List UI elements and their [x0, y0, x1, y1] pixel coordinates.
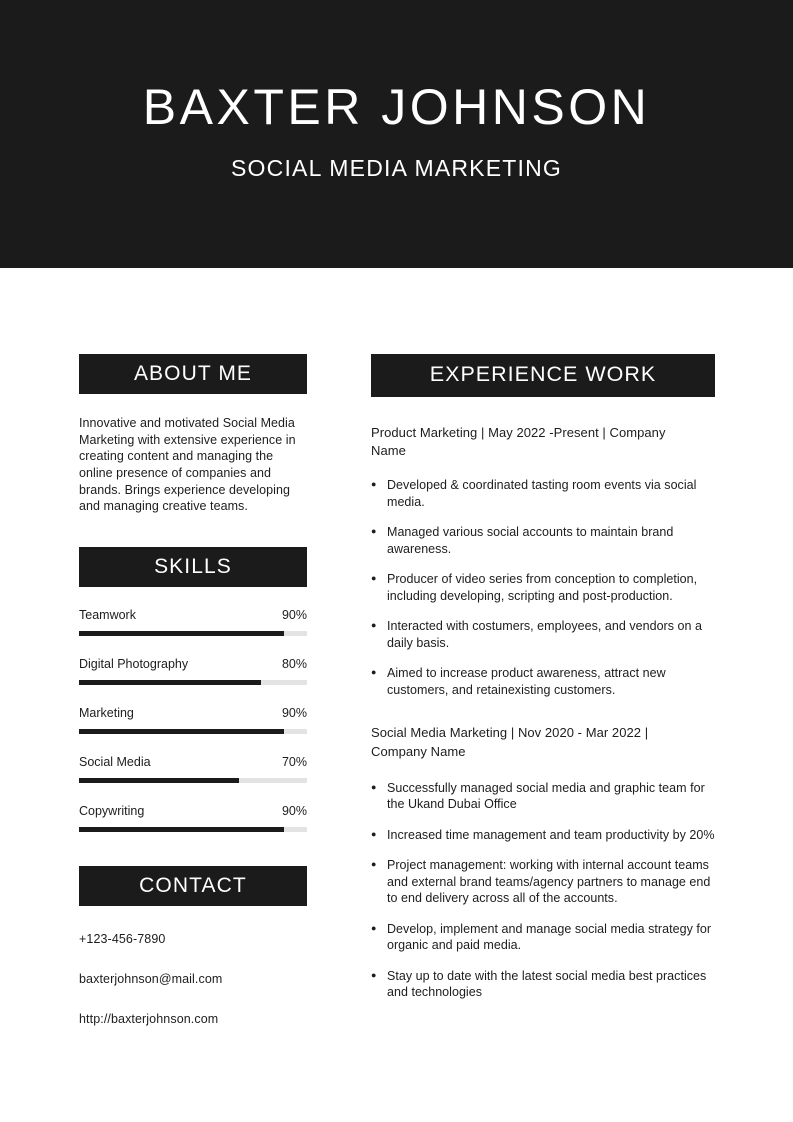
bullet-item: [371, 968, 715, 1001]
bullet-dot-icon: ●: [371, 573, 377, 584]
skill-value: 70%: [281, 754, 307, 769]
bullet-dot-icon: ●: [371, 859, 377, 870]
skill-value: 90%: [281, 607, 307, 622]
contact-section: [79, 866, 307, 1026]
about-text: Innovative and motivated Social Media Marketing with extensive experience in creating content and managing the online presence of companies and brands. Brings experience developing and managing creative teams.: [79, 416, 296, 514]
skill-label: Copywriting: [79, 803, 145, 818]
contact-website[interactable]: http://baxterjohnson.com: [79, 1011, 219, 1026]
bullet-text: Successfully managed social media and graphic team for the Ukand Dubai Office: [387, 780, 705, 812]
bullet-item: [371, 477, 715, 510]
skill-label: Marketing: [79, 705, 134, 720]
skill-item: [79, 706, 307, 734]
bullet-item: [371, 780, 715, 813]
bullet-text: Managed various social accounts to maintain brand awareness.: [387, 525, 674, 556]
bullet-dot-icon: ●: [371, 828, 377, 839]
bullet-text: Develop, implement and manage social media strategy for organic and paid media.: [387, 921, 712, 953]
bullet-text: Developed & coordinated tasting room events via social media.: [387, 478, 697, 509]
bullet-text: Stay up to date with the latest social media best practices and technologies: [387, 968, 707, 1000]
bullet-dot-icon: ●: [371, 526, 377, 537]
bullet-dot-icon: ●: [371, 922, 377, 933]
column-gap: [307, 354, 371, 1026]
skill-value: 90%: [281, 705, 307, 720]
bullet-item: [371, 857, 715, 907]
bullet-dot-icon: ●: [371, 620, 377, 631]
bullet-item: [371, 827, 715, 844]
bullet-text: Producer of video series from conception to completion, including developing, scripting and post-production.: [387, 572, 698, 603]
skill-value: 90%: [281, 803, 307, 818]
bullet-text: Project management: working with internal account teams and external brand teams/agency partners to manage end to end delivery across all of the accounts.: [387, 858, 711, 906]
bullet-text: Interacted with costumers, employees, and vendors on a daily basis.: [387, 619, 702, 650]
resume-body: [0, 268, 793, 1026]
skill-item: [79, 804, 307, 832]
skill-bar-fill: [79, 631, 284, 636]
skills-heading: SKILLS: [79, 547, 307, 587]
bullet-item: [371, 665, 715, 698]
skill-bar-track: [79, 729, 307, 734]
skill-bar-fill: [79, 729, 284, 734]
about-heading: ABOUT ME: [79, 354, 307, 394]
skill-bar-track: [79, 631, 307, 636]
skill-label: Digital Photography: [79, 656, 189, 671]
bullet-dot-icon: ●: [371, 781, 377, 792]
contact-email[interactable]: baxterjohnson@mail.com: [79, 971, 223, 986]
bullet-dot-icon: ●: [371, 969, 377, 980]
left-column: [79, 354, 307, 1026]
skill-label: Teamwork: [79, 607, 136, 622]
bullet-text: Aimed to increase product awareness, attract new customers, and retainexisting customers.: [387, 666, 666, 697]
experience-item: [371, 424, 715, 699]
bullet-item: [371, 921, 715, 954]
skill-bar-track: [79, 778, 307, 783]
skills-section: [79, 547, 307, 832]
candidate-role: SOCIAL MEDIA MARKETING: [231, 155, 562, 181]
experience-item: [371, 724, 715, 1001]
skill-item: [79, 755, 307, 783]
skill-bar-track: [79, 680, 307, 685]
right-column: [371, 354, 715, 1026]
skill-item: [79, 608, 307, 636]
bullet-item: [371, 524, 715, 557]
bullet-text: Increased time management and team productivity by 20%: [387, 827, 715, 842]
bullet-dot-icon: ●: [371, 479, 377, 490]
skill-item: [79, 657, 307, 685]
experience-heading: EXPERIENCE WORK: [371, 354, 715, 397]
skill-bar-track: [79, 827, 307, 832]
skill-bar-fill: [79, 827, 284, 832]
job-title: Social Media Marketing | Nov 2020 - Mar 2022 | Company Name: [371, 725, 649, 760]
bullet-item: [371, 618, 715, 651]
skill-label: Social Media: [79, 754, 151, 769]
skill-bar-fill: [79, 680, 261, 685]
job-bullets: [371, 477, 715, 698]
contact-phone: +123-456-7890: [79, 931, 166, 946]
contact-heading: CONTACT: [79, 866, 307, 906]
job-bullets: [371, 780, 715, 1001]
skill-bar-fill: [79, 778, 239, 783]
bullet-item: [371, 571, 715, 604]
skill-value: 80%: [281, 656, 307, 671]
bullet-dot-icon: ●: [371, 667, 377, 678]
job-title: Product Marketing | May 2022 -Present | Company Name: [371, 424, 666, 459]
candidate-name: BAXTER JOHNSON: [142, 79, 651, 135]
resume-header: [0, 0, 793, 268]
